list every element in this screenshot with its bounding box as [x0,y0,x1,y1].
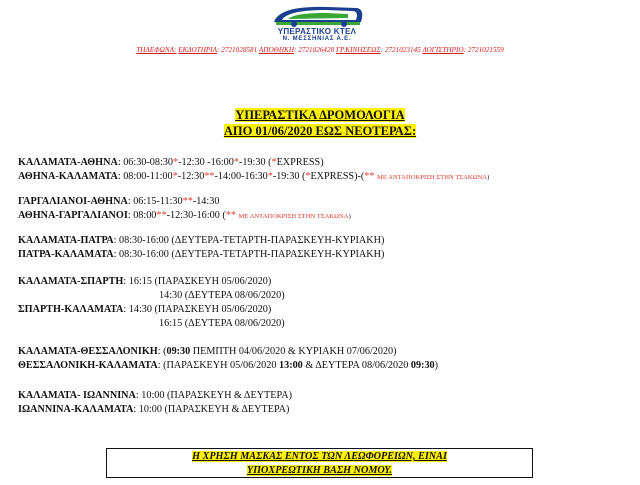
marker: ** [204,171,215,182]
route-times: ΠΕΜΠΤΗ 04/06/2020 & ΚΥΡΙΑΚΗ 07/06/2020) [190,346,397,357]
phone-number: 2721023145 [384,46,421,54]
mask-notice-text: Η ΧΡΗΣΗ ΜΑΣΚΑΣ ΕΝΤΟΣ ΤΩΝ ΛΕΩΦΟΡΕΙΩΝ, ΕΙΝΑΙ [192,451,447,462]
marker: * [233,157,239,168]
marker: * [271,157,277,168]
phones-label: ΤΗΛΕΦΩΝΑ: [136,46,177,54]
bus-logo-icon [268,4,366,28]
route-name: ΑΘΗΝΑ-ΚΑΛΑΜΑΤΑ [18,171,118,182]
route-time: 09:30 [410,360,435,371]
schedule-subtitle-text: ΑΠΟ 01/06/2020 ΕΩΣ ΝΕΟΤΕΡΑΣ: [223,124,417,138]
marker: * [173,157,179,168]
route-patra-kalamata [18,248,384,261]
mask-notice [106,448,533,478]
route-name: ΚΑΛΑΜΑΤΑ-ΘΕΣΣΑΛΟΝΙΚΗ [18,346,158,357]
mask-notice-line [107,451,532,462]
route-gargalianoi-athens [18,195,219,208]
phone-number: 2721026428 [298,46,335,54]
mask-notice-text: ΥΠΟΧΡΕΩΤΙΚΗ ΒΑΣΗ ΝΟΜΟΥ. [246,465,393,476]
route-name: ΘΕΣΣΑΛΟΝΙΚΗ-ΚΑΛΑΜΑΤΑ [18,360,158,371]
route-kalamata-sparti [18,275,271,288]
route-times: : 08:30-16:00 (ΔΕΥΤΕΡΑ-ΤΕΤΑΡΤΗ-ΠΑΡΑΣΚΕΥΗ-ΚΥΡΙΑΚΗ) [113,249,385,260]
route-ioannina-kalamata [18,403,289,416]
route-times: : ( [157,346,167,357]
route-time: 13:00 [279,360,303,371]
marker: * [267,171,273,182]
marker: ** [156,210,167,221]
route-name: ΑΘΗΝΑ-ΓΑΡΓΑΛΙΑΝΟΙ [18,210,128,221]
route-times: : 06:15-11:30 [127,196,183,207]
marker: ** [182,196,193,207]
express-label: EXPRESS [310,171,355,182]
phone-number: 2721021559 [467,46,504,54]
route-name: ΚΑΛΑΜΑΤΑ-ΑΘΗΝΑ [18,157,118,168]
route-times: 16:15 (ΔΕΥΤΕΡΑ 08/06/2020) [159,318,285,329]
route-sparti-kalamata [18,303,271,316]
route-times: -12:30 [177,171,205,182]
route-times: -12:30-16:00 ( [166,210,226,221]
marker: ** [364,171,375,182]
route-times: )-( [354,171,365,182]
route-athens-gargalianoi [18,209,351,223]
route-athens-kalamata [18,170,489,184]
route-times: : 10:00 (ΠΑΡΑΣΚΕΥΗ & ΔΕΥΤΕΡΑ) [135,390,292,401]
route-kalamata-athens [18,156,324,169]
marker: * [172,171,178,182]
route-note: ΜΕ ΑΝΤΑΠΟΚΡΙΣΗ ΣΤΗΝ ΤΣΑΚΩΝΑ [238,213,349,220]
route-times: : 14:30 (ΠΑΡΑΣΚΕΥΗ 05/06/2020) [123,304,272,315]
route-times: -19:30 ( [272,171,306,182]
route-times: & ΔΕΥΤΕΡΑ 08/06/2020 [302,360,411,371]
schedule-subtitle [0,124,640,139]
route-times: 14:30 (ΔΕΥΤΕΡΑ 08/06/2020) [159,290,285,301]
route-kalamata-ioannina [18,389,292,402]
marker: ** [225,210,236,221]
route-times: : 08:30-16:00 (ΔΕΥΤΕΡΑ-ΤΕΤΑΡΤΗ-ΠΑΡΑΣΚΕΥΗ-ΚΥΡΙΑΚΗ) [113,235,385,246]
route-thessaloniki-kalamata [18,359,438,372]
route-time: 09:30 [166,346,191,357]
route-sparti-kalamata-extra [159,317,285,330]
route-times: ) [348,213,351,220]
route-kalamata-sparti-extra [159,289,285,302]
route-name: ΙΩΑΝΝΙΝΑ-ΚΑΛΑΜΑΤΑ [18,404,134,415]
route-times: -14:30 [192,196,220,207]
route-times: -19:30 ( [238,157,272,168]
route-name: ΣΠΑΡΤΗ-ΚΑΛΑΜΑΤΑ [18,304,124,315]
route-name: ΚΑΛΑΜΑΤΑ- ΙΩΑΝΝΙΝΑ [18,390,136,401]
logo-subtitle: Ν. ΜΕΣΣΗΝΙΑΣ Α.Ε. [282,36,352,42]
company-logo [268,4,366,44]
route-times: : (ΠΑΡΑΣΚΕΥΗ 05/06/2020 [157,360,279,371]
phone-number: 2721028581 [221,46,258,54]
route-kalamata-thessaloniki [18,345,397,358]
phone-label: ΛΟΓΙΣΤΗΡΙΟ [422,46,464,54]
route-times: : 10:00 (ΠΑΡΑΣΚΕΥΗ & ΔΕΥΤΕΡΑ) [133,404,290,415]
phone-label: ΑΠΟΘΗΚΗ [258,46,295,54]
route-times: -12:30 -16:00 [178,157,234,168]
route-times: : 08:00 [127,210,157,221]
marker: * [305,171,311,182]
route-times: ) [320,157,324,168]
phone-numbers: ΤΗΛΕΦΩΝΑ: ΕΚΔΟΤΗΡΙΑ: 2721028581 ΑΠΟΘΗΚΗ: 2721026428 ΓΡ.ΚΙΝΗΣΕΩΣ: 2721023145 ΛΟΓΙΣΤΗΡΙΟ: 2721021559 [136,46,504,54]
route-name: ΓΑΡΓΑΛΙΑΝΟΙ-ΑΘΗΝΑ [18,196,128,207]
route-times: ) [434,360,439,371]
schedule-title-text: ΥΠΕΡΑΣΤΙΚΑ ΔΡΟΜΟΛΟΓΙΑ [235,108,405,122]
logo-title: ΥΠΕΡΑΣΤΙΚΟ ΚΤΕΛ [277,27,357,36]
route-times: -14:00-16:30 [214,171,268,182]
route-name: ΠΑΤΡΑ-ΚΑΛΑΜΑΤΑ [18,249,114,260]
phone-label: ΕΚΔΟΤΗΡΙΑ [178,46,218,54]
route-kalamata-patra [18,234,384,247]
express-label: EXPRESS [276,157,321,168]
mask-notice-line [107,465,532,476]
route-times: : 16:15 (ΠΑΡΑΣΚΕΥΗ 05/06/2020) [123,276,272,287]
route-name: ΚΑΛΑΜΑΤΑ-ΣΠΑΡΤΗ [18,276,124,287]
route-note: ΜΕ ΑΝΤΑΠΟΚΡΙΣΗ ΣΤΗΝ ΤΣΑΚΩΝΑ [376,174,488,181]
schedule-title [0,108,640,123]
route-times: : 08:00-11:00 [117,171,173,182]
route-name: ΚΑΛΑΜΑΤΑ-ΠΑΤΡΑ [18,235,114,246]
phone-label: ΓΡ.ΚΙΝΗΣΕΩΣ [335,46,381,54]
route-times: ) [487,174,490,181]
route-times: : 06:30-08:30 [117,157,173,168]
